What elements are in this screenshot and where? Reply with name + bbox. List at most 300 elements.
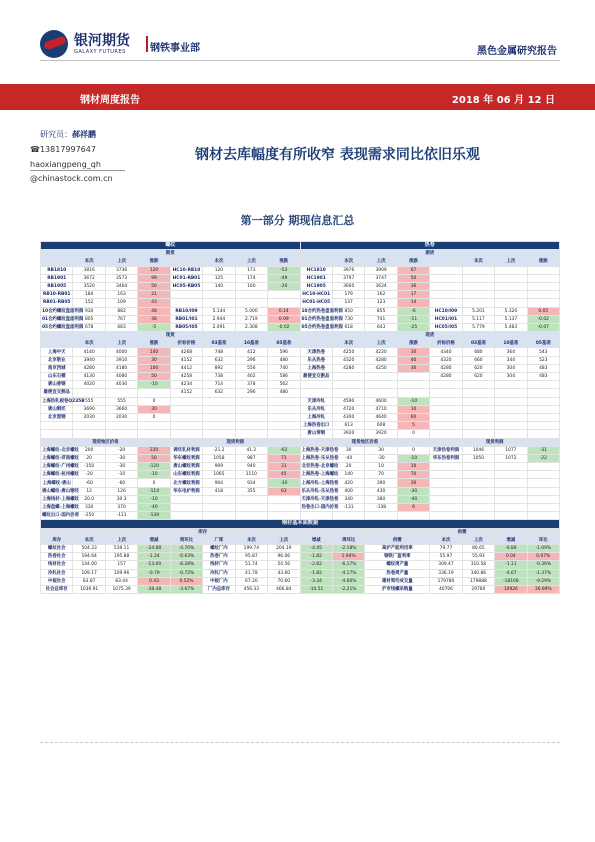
table-cell: 高炉产能利用率 (365, 544, 430, 552)
table-cell (300, 258, 332, 266)
table-cell: 220 (138, 446, 170, 454)
extra-spot-row (41, 413, 560, 421)
table-cell (495, 397, 527, 405)
table-cell: 上海螺纹-北京螺纹 (42, 447, 79, 453)
table-cell (462, 422, 494, 430)
table-cell: 0.14 (268, 307, 300, 315)
footer-divider (40, 742, 560, 743)
table-cell (397, 373, 429, 381)
table-cell: 79.77 (430, 544, 462, 552)
table-cell: 2030 (73, 413, 105, 421)
table-cell: 增减 (495, 536, 527, 544)
table-cell: -25 (397, 323, 429, 331)
table-cell: 5.144 (203, 307, 235, 315)
futures-row (41, 282, 560, 290)
basic-data-row (41, 553, 560, 561)
table-cell: -10 (397, 454, 429, 462)
table-cell (268, 413, 300, 421)
table-cell: 最便宜交割品 (300, 373, 332, 381)
table-cell: 0 (397, 446, 429, 454)
table-cell: 99 (138, 274, 170, 282)
table-cell: 上次 (495, 258, 527, 266)
table-cell (527, 381, 559, 389)
table-cell: 5.137 (495, 315, 527, 323)
table-cell: 0.07% (527, 553, 559, 561)
table-cell (268, 512, 300, 520)
table-cell: 741 (365, 315, 397, 323)
table-cell: 北京敬业 (41, 356, 73, 364)
table-cell: -22 (527, 454, 559, 462)
table-cell: 1036.91 (73, 585, 105, 593)
table-cell: HC01/I01 (430, 315, 462, 323)
table-cell: 140 (138, 348, 170, 356)
table-cell: -0.02 (527, 315, 559, 323)
table-cell: 483 (527, 373, 559, 381)
table-cell: 上次 (105, 258, 137, 266)
table-cell: 3690 (73, 405, 105, 413)
table-cell: 天津热卷 (300, 348, 332, 356)
author-name: 郝祥鹏 (72, 130, 96, 139)
spot-header-row (41, 340, 560, 348)
table-cell: 70 (397, 471, 429, 479)
table-cell: 唐山螺纹利润 (170, 463, 202, 471)
table-cell: -20 (73, 471, 105, 479)
table-cell: 43 (138, 299, 170, 307)
dept-divider (146, 36, 148, 52)
table-cell: 892 (203, 364, 235, 372)
table-cell: RB10-RB01 (41, 291, 73, 299)
table-cell: 中板厂内 (203, 577, 235, 585)
table-cell (235, 430, 267, 438)
table-cell: 304 (495, 373, 527, 381)
table-cell: 200 (73, 446, 105, 454)
table-cell: 310.58 (462, 561, 494, 569)
table-cell: 40 (397, 356, 429, 364)
data-table-wrapper (40, 241, 560, 594)
table-cell: 539.11 (105, 544, 137, 552)
report-headline: 钢材去库幅度有所收窄 表现需求同比依旧乐观 (195, 147, 480, 163)
table-cell: 冷轧社会 (41, 569, 73, 577)
table-cell (462, 471, 494, 479)
table-cell: 4030 (105, 381, 137, 389)
table-cell: -40 (332, 454, 364, 462)
futures-row (41, 266, 560, 274)
table-cell: 882 (105, 307, 137, 315)
table-cell (527, 389, 559, 397)
table-cell (495, 495, 527, 503)
table-cell (430, 463, 462, 471)
table-cell: -139 (138, 512, 170, 520)
table-cell (495, 512, 527, 520)
table-cell: 1072 (495, 454, 527, 462)
table-cell (41, 258, 73, 266)
table-cell: 643 (365, 323, 397, 331)
table-cell: -11 (397, 315, 429, 323)
region-row (41, 487, 560, 495)
table-cell: 4258 (170, 373, 202, 381)
table-cell (462, 291, 494, 299)
region-row (41, 446, 560, 454)
table-cell (495, 291, 527, 299)
table-cell (397, 512, 429, 520)
table-cell: 2.308 (235, 323, 267, 331)
table-cell: 41.78 (235, 569, 267, 577)
table-cell (462, 430, 494, 438)
table-cell: -10 (397, 397, 429, 405)
table-cell: 华东电炉利润 (170, 487, 202, 495)
table-cell: 930 (73, 307, 105, 315)
table-cell: -1.09% (527, 544, 559, 552)
table-cell (430, 504, 462, 512)
table-cell (268, 504, 300, 512)
table-cell: 10合约热卷盘面利润 (301, 308, 343, 314)
table-cell: -6.17% (332, 561, 364, 569)
region-label-row (41, 438, 560, 446)
table-cell: 10 (397, 463, 429, 471)
table-cell: 3920 (332, 430, 364, 438)
table-cell: 70.60 (268, 577, 300, 585)
table-cell (430, 413, 462, 421)
table-cell: 40706 (430, 585, 462, 593)
table-cell: -1.24 (138, 553, 170, 561)
table-cell (430, 266, 462, 274)
table-cell: 344 (495, 356, 527, 364)
table-cell: 山东石横 (41, 373, 73, 381)
table-cell: 5.000 (235, 307, 267, 315)
banner-title: 钢材周度报告 (80, 95, 140, 106)
table-cell (170, 430, 202, 438)
table-cell (430, 405, 462, 413)
table-cell (462, 479, 494, 487)
table-cell (527, 274, 559, 282)
table-cell: 63 (268, 487, 300, 495)
table-cell (527, 512, 559, 520)
disk-profit-row (41, 315, 560, 323)
table-cell: 195.88 (105, 553, 137, 561)
table-cell: 4710 (365, 405, 397, 413)
table-cell: 本次 (73, 340, 105, 348)
table-cell: 4600 (365, 397, 397, 405)
author-block (40, 128, 96, 142)
table-cell: 4130 (73, 373, 105, 381)
table-cell: 钢材基本面数据 (41, 520, 560, 528)
basic-title-row (41, 520, 560, 528)
table-cell (268, 299, 300, 307)
table-cell (495, 389, 527, 397)
table-cell: RB1810 (41, 266, 73, 274)
table-cell: 5.779 (462, 323, 494, 331)
table-cell: 38 (138, 315, 170, 323)
table-cell: 现货利润 (170, 438, 300, 446)
table-cell: 华东热卷利润 (430, 454, 462, 462)
table-cell: -4.45 (300, 544, 332, 552)
extra-spot-row (41, 422, 560, 430)
table-cell: 社会总库存 (41, 585, 73, 593)
table-cell (203, 405, 235, 413)
table-cell: 4250 (332, 348, 364, 356)
table-cell: 100 (138, 364, 170, 372)
table-cell: -21.2 (203, 446, 235, 454)
table-cell (300, 389, 332, 397)
table-cell (527, 422, 559, 430)
table-cell: 乐从热卷 (300, 356, 332, 364)
table-cell: 83.87 (73, 577, 105, 585)
table-cell: 供需 (365, 528, 560, 536)
table-cell: 36 (397, 282, 429, 290)
table-cell: 364 (495, 348, 527, 356)
table-cell: 上海冷轧-上海热卷 (301, 480, 339, 486)
region-row (41, 479, 560, 487)
table-cell: 1.94% (332, 553, 364, 561)
table-cell: 56 (138, 282, 170, 290)
table-cell (462, 282, 494, 290)
table-cell: 714 (203, 381, 235, 389)
table-cell: 10926 (495, 585, 527, 593)
table-cell: 厂内总库存 (203, 585, 235, 593)
table-cell: -250 (73, 512, 105, 520)
table-cell: 增减 (138, 536, 170, 544)
table-cell (527, 405, 559, 413)
table-cell: 420 (332, 479, 364, 487)
table-cell: -0.63% (170, 553, 202, 561)
table-cell: 10 (365, 463, 397, 471)
table-cell: 4340 (430, 348, 462, 356)
table-cell (495, 413, 527, 421)
table-cell: 3747 (365, 274, 397, 282)
table-cell: -10 (138, 495, 170, 503)
table-cell: 523 (527, 356, 559, 364)
table-cell: -60 (73, 479, 105, 487)
table-cell: 05合约螺纹盘面利润 (42, 324, 84, 330)
basic-label-row (41, 528, 560, 536)
table-cell (527, 282, 559, 290)
table-cell (268, 291, 300, 299)
table-cell: 4412 (170, 364, 202, 372)
table-cell: 0 (138, 397, 170, 405)
table-cell (235, 504, 267, 512)
table-cell: 378 (235, 381, 267, 389)
table-cell (203, 504, 235, 512)
table-cell: 934 (235, 479, 267, 487)
table-cell: 热卷社会 (41, 553, 73, 561)
table-cell: 上海螺纹-杭州螺纹 (42, 472, 79, 478)
table-cell: 钢铁厂盈利率 (365, 553, 430, 561)
table-cell (365, 381, 397, 389)
author-label: 研究员： (40, 130, 72, 139)
table-cell: 螺纹厂内 (203, 544, 235, 552)
table-cell: 805 (73, 315, 105, 323)
table-cell: 0 (138, 479, 170, 487)
table-cell: 144.00 (73, 561, 105, 569)
table-cell: 199.74 (235, 544, 267, 552)
table-cell: 上海冷轧 (300, 413, 332, 421)
table-cell: 194.64 (73, 553, 105, 561)
table-cell: 483 (527, 364, 559, 372)
table-cell: 632 (203, 389, 235, 397)
table-cell: -49 (268, 274, 300, 282)
table-cell: 309.47 (430, 561, 462, 569)
table-cell (527, 291, 559, 299)
table-cell: 30 (397, 479, 429, 487)
author-email-domain[interactable]: @chinastock.com.cn (30, 174, 113, 183)
table-cell (462, 413, 494, 421)
table-cell (495, 381, 527, 389)
table-cell: 上次 (268, 536, 300, 544)
author-email-user[interactable]: haoxiangpeng_qh (30, 160, 101, 169)
table-cell (73, 389, 105, 397)
table-cell (495, 504, 527, 512)
table-cell: 涨跌 (268, 258, 300, 266)
table-cell (105, 422, 137, 430)
table-cell (268, 422, 300, 430)
table-cell: 173 (235, 266, 267, 274)
table-cell (203, 291, 235, 299)
table-cell: 30 (397, 364, 429, 372)
table-cell (495, 422, 527, 430)
table-cell: 上海热卷-上海螺纹 (301, 472, 339, 478)
table-cell: 556 (235, 364, 267, 372)
table-cell: 乐从冷轧-乐从热卷 (301, 488, 339, 494)
table-cell: 1075.39 (105, 585, 137, 593)
table-cell: 10合约螺纹盘面利润 (42, 308, 84, 314)
table-cell (495, 471, 527, 479)
table-cell (170, 258, 202, 266)
table-cell: 3573 (105, 274, 137, 282)
table-cell: 45 (268, 471, 300, 479)
table-cell: 1110 (235, 471, 267, 479)
table-cell: 螺纹出口-国内价差 (42, 513, 79, 519)
table-cell: 现货利润 (430, 438, 560, 446)
table-cell (203, 422, 235, 430)
table-cell: 71 (268, 454, 300, 462)
company-name-cn: 银河期货 (74, 32, 130, 49)
table-cell: 152 (73, 299, 105, 307)
table-cell: 83.44 (105, 577, 137, 585)
table-cell (527, 479, 559, 487)
table-cell: 0.04 (495, 553, 527, 561)
table-cell: 29780 (462, 585, 494, 593)
table-cell: 0.09 (268, 315, 300, 323)
table-cell: 504.23 (73, 544, 105, 552)
table-cell (105, 389, 137, 397)
table-cell: 涨跌 (397, 258, 429, 266)
table-cell: 3909 (365, 266, 397, 274)
table-cell: 632 (203, 356, 235, 364)
table-cell: 456.33 (235, 585, 267, 593)
table-cell: 4280 (430, 373, 462, 381)
table-cell: 96.06 (268, 553, 300, 561)
table-cell: RB05/I05 (170, 323, 202, 331)
table-cell: 3797 (332, 274, 364, 282)
table-cell: 4720 (332, 405, 364, 413)
table-cell: 909 (203, 463, 235, 471)
table-cell: 涨跌 (397, 340, 429, 348)
table-cell (495, 479, 527, 487)
table-cell: 0 (397, 430, 429, 438)
table-cell (430, 299, 462, 307)
futures-row (41, 299, 560, 307)
table-cell: 本次 (332, 340, 364, 348)
table-cell: 179780 (430, 577, 462, 585)
table-cell (203, 397, 235, 405)
table-cell: 上次 (365, 258, 397, 266)
table-cell: 30 (138, 405, 170, 413)
table-cell: 120 (138, 266, 170, 274)
table-cell: 3660 (105, 405, 137, 413)
department-name: 钢铁事业部 (150, 43, 200, 54)
table-cell (268, 430, 300, 438)
email-underline (30, 170, 125, 171)
table-cell: 03基差 (462, 340, 494, 348)
table-cell: 0 (138, 413, 170, 421)
table-cell: 586 (268, 373, 300, 381)
table-cell: 179888 (462, 577, 494, 585)
table-cell: 730 (332, 315, 364, 323)
table-cell (462, 274, 494, 282)
table-cell: 1077 (495, 446, 527, 454)
table-cell: 4640 (365, 413, 397, 421)
table-cell: 唐山钢坯 (41, 405, 73, 413)
table-cell: 热卷周产量 (365, 569, 430, 577)
table-cell: 67.20 (235, 577, 267, 585)
table-cell: 3624 (365, 282, 397, 290)
table-cell: 620 (462, 364, 494, 372)
table-cell: 2030 (105, 413, 137, 421)
table-cell: 36.69% (527, 585, 559, 593)
table-cell: 850 (332, 307, 364, 315)
table-cell (430, 487, 462, 495)
table-cell (527, 504, 559, 512)
table-cell (138, 430, 170, 438)
table-cell: -30 (397, 487, 429, 495)
table-cell (430, 258, 462, 266)
table-cell: 本次 (73, 536, 105, 544)
table-cell: 380 (365, 495, 397, 503)
table-cell: 4180 (105, 364, 137, 372)
table-cell: -18108 (495, 577, 527, 585)
table-cell: 唐山普钢 (41, 381, 73, 389)
table-cell: 热卷 (300, 242, 560, 250)
table-cell: 螺纹周产量 (365, 561, 430, 569)
table-cell (430, 274, 462, 282)
table-cell (332, 389, 364, 397)
table-cell: -2.21% (332, 585, 364, 593)
table-cell: 厂库 (203, 536, 235, 544)
table-cell: 4152 (170, 389, 202, 397)
table-cell: -40 (397, 495, 429, 503)
table-cell: 南京西城 (41, 364, 73, 372)
table-cell (365, 512, 397, 520)
table-cell: 10 (397, 405, 429, 413)
table-cell: 204.19 (268, 544, 300, 552)
table-cell: -10 (105, 471, 137, 479)
table-cell (527, 463, 559, 471)
table-cell: 140 (203, 282, 235, 290)
table-cell: 华东螺纹利润 (170, 454, 202, 462)
table-cell (430, 471, 462, 479)
table-cell: -0.88 (495, 544, 527, 552)
table-cell: -111 (105, 512, 137, 520)
table-cell: 613 (332, 422, 364, 430)
table-cell: 680 (462, 348, 494, 356)
basic-data-row (41, 585, 560, 593)
table-cell: 4268 (170, 348, 202, 356)
table-cell: 738 (203, 373, 235, 381)
table-cell: 126 (105, 487, 137, 495)
table-cell: -38.48 (138, 585, 170, 593)
table-cell: -2.82 (300, 561, 332, 569)
table-cell: 418 (203, 487, 235, 495)
